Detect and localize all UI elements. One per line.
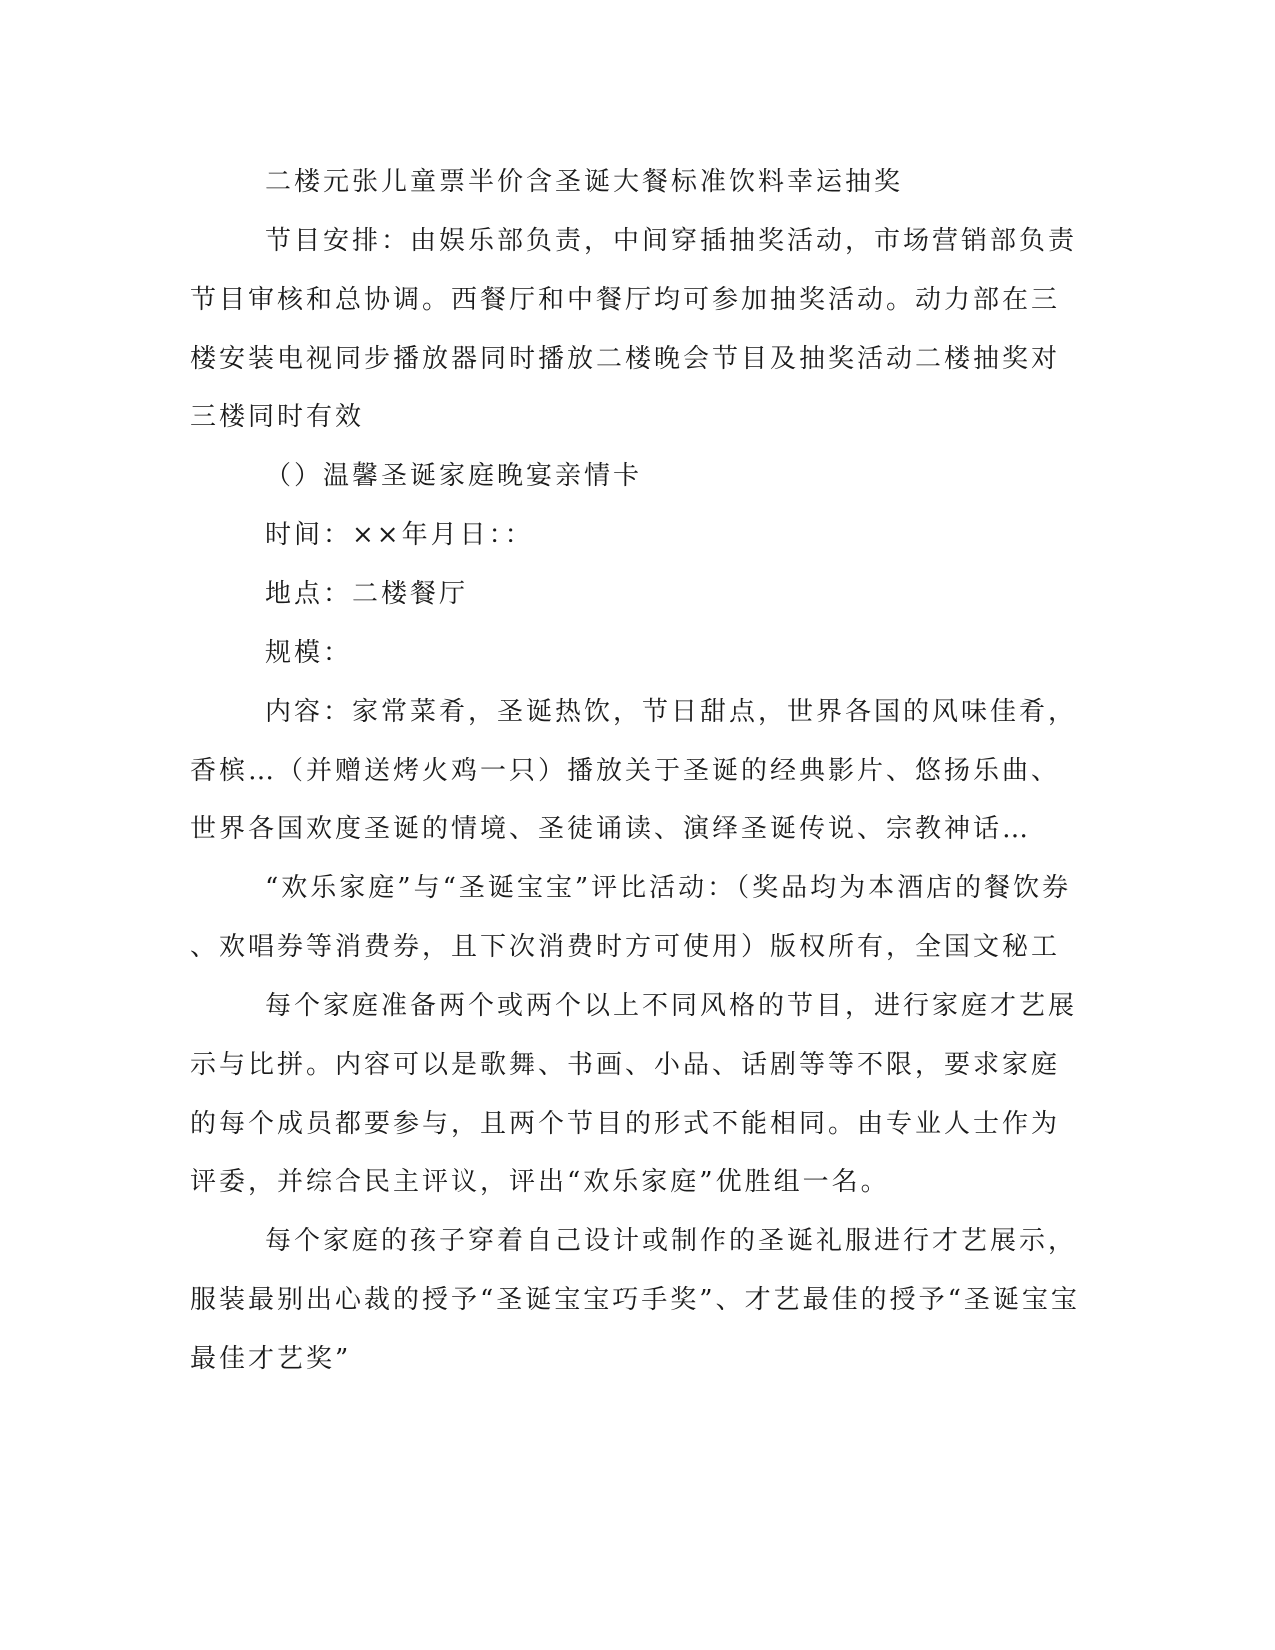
text-line: 时间：××年月日：：: [265, 520, 534, 550]
text-line: 示与比拼。内容可以是歌舞、书画、小品、话剧等等不限，要求家庭: [190, 1050, 1061, 1080]
text-line: 最佳才艺奖”: [190, 1344, 352, 1374]
text-line: 每个家庭的孩子穿着自己设计或制作的圣诞礼服进行才艺展示，: [265, 1226, 1078, 1256]
text-line: 、欢唱券等消费券，且下次消费时方可使用）版权所有，全国文秘工: [190, 932, 1061, 962]
text-line: 节目安排：由娱乐部负责，中间穿插抽奖活动，市场营销部负责: [265, 226, 1078, 256]
text-line: 内容：家常菜肴，圣诞热饮，节日甜点，世界各国的风味佳肴，: [265, 697, 1078, 727]
text-line: 规模：: [265, 638, 353, 668]
text-line: 世界各国欢度圣诞的情境、圣徒诵读、演绎圣诞传说、宗教神话…: [190, 814, 1032, 844]
text-line: 楼安装电视同步播放器同时播放二楼晚会节目及抽奖活动二楼抽奖对: [190, 344, 1061, 374]
section-heading: （）温馨圣诞家庭晚宴亲情卡: [265, 461, 643, 491]
text-line: 的每个成员都要参与，且两个节目的形式不能相同。由专业人士作为: [190, 1109, 1061, 1139]
text-line: 评委，并综合民主评议，评出“欢乐家庭”优胜组一名。: [190, 1167, 890, 1197]
text-line: “欢乐家庭”与“圣诞宝宝”评比活动：（奖品均为本酒店的餐饮券: [265, 873, 1072, 903]
text-line: 节目审核和总协调。西餐厅和中餐厅均可参加抽奖活动。动力部在三: [190, 285, 1061, 315]
text-line: 地点：二楼餐厅: [265, 579, 469, 609]
text-line: 每个家庭准备两个或两个以上不同风格的节目，进行家庭才艺展: [265, 991, 1078, 1021]
text-line: 三楼同时有效: [190, 402, 365, 432]
text-line: 服装最别出心裁的授予“圣诞宝宝巧手奖”、才艺最佳的授予“圣诞宝宝: [190, 1285, 1080, 1315]
text-line: 香槟…（并赠送烤火鸡一只）播放关于圣诞的经典影片、悠扬乐曲、: [190, 756, 1061, 786]
text-line: 二楼元张儿童票半价含圣诞大餐标准饮料幸运抽奖: [265, 167, 904, 197]
